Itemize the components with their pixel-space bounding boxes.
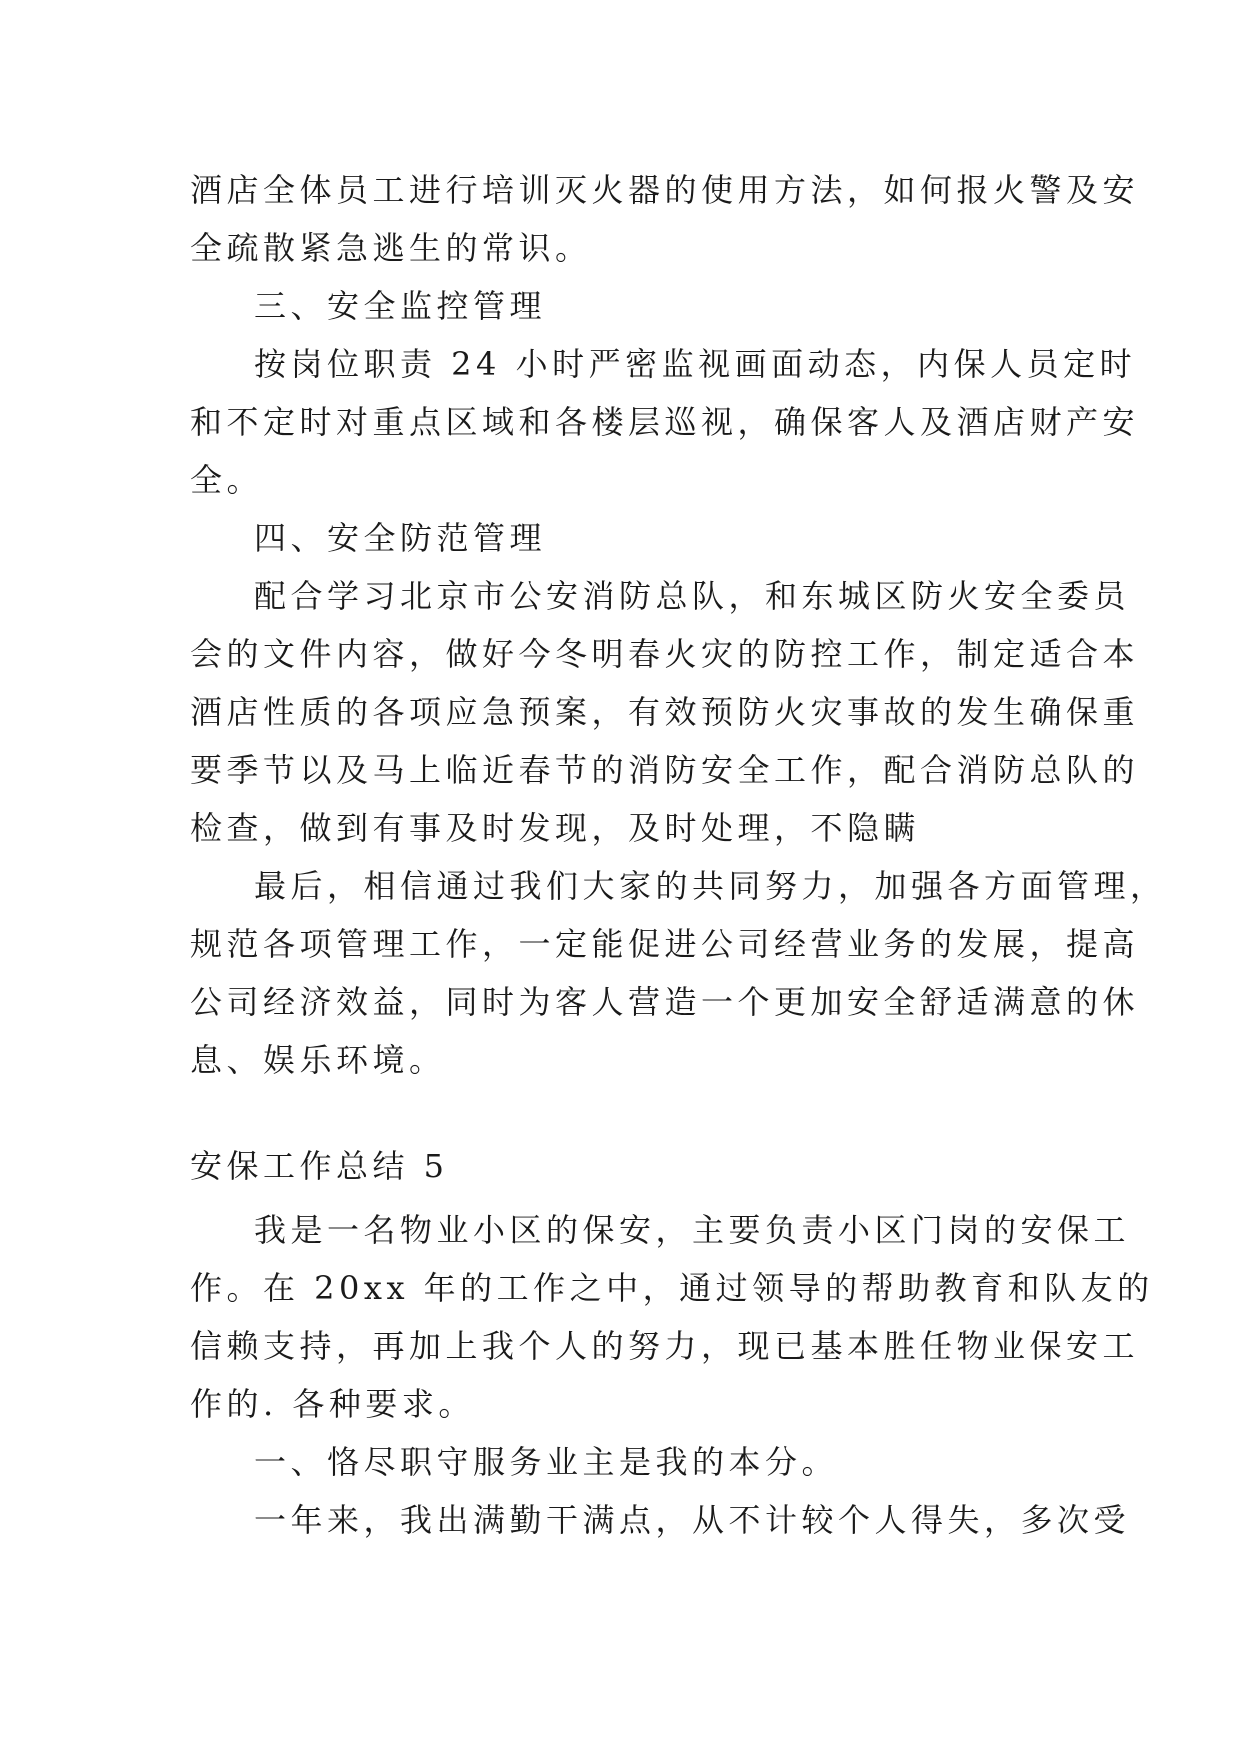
text-line: 酒店全体员工进行培训灭火器的使用方法，如何报火警及安 bbox=[190, 171, 1140, 209]
text-line: 一年来，我出满勤干满点，从不计较个人得失，多次受 bbox=[254, 1501, 1131, 1539]
section-heading: 三、安全监控管理 bbox=[254, 287, 547, 325]
text-line: 配合学习北京市公安消防总队，和东城区防火安全委员 bbox=[254, 577, 1131, 615]
section-heading: 四、安全防范管理 bbox=[254, 519, 547, 557]
text-line: 和不定时对重点区域和各楼层巡视，确保客人及酒店财产安 bbox=[190, 403, 1140, 441]
text-line: 酒店性质的各项应急预案，有效预防火灾事故的发生确保重 bbox=[190, 693, 1140, 731]
text-line: 作。在 20xx 年的工作之中，通过领导的帮助教育和队友的 bbox=[190, 1269, 1154, 1307]
text-line: 息、娱乐环境。 bbox=[190, 1041, 446, 1079]
text-line: 最后，相信通过我们大家的共同努力，加强各方面管理， bbox=[254, 867, 1167, 905]
document-title: 安保工作总结 5 bbox=[190, 1147, 449, 1185]
text-line: 全。 bbox=[190, 461, 264, 499]
text-line: 检查，做到有事及时发现，及时处理，不隐瞒 bbox=[190, 809, 921, 847]
section-heading: 一、恪尽职守服务业主是我的本分。 bbox=[254, 1443, 839, 1481]
text-line: 要季节以及马上临近春节的消防安全工作，配合消防总队的 bbox=[190, 751, 1140, 789]
text-line: 规范各项管理工作，一定能促进公司经营业务的发展，提高 bbox=[190, 925, 1140, 963]
text-line: 全疏散紧急逃生的常识。 bbox=[190, 229, 592, 267]
text-line: 会的文件内容，做好今冬明春火灾的防控工作，制定适合本 bbox=[190, 635, 1140, 673]
text-line: 信赖支持，再加上我个人的努力，现已基本胜任物业保安工 bbox=[190, 1327, 1140, 1365]
text-line: 按岗位职责 24 小时严密监视画面动态，内保人员定时 bbox=[254, 345, 1137, 383]
text-line: 作的. 各种要求。 bbox=[190, 1385, 475, 1423]
text-line: 我是一名物业小区的保安，主要负责小区门岗的安保工 bbox=[254, 1211, 1131, 1249]
text-line: 公司经济效益，同时为客人营造一个更加安全舒适满意的休 bbox=[190, 983, 1140, 1021]
